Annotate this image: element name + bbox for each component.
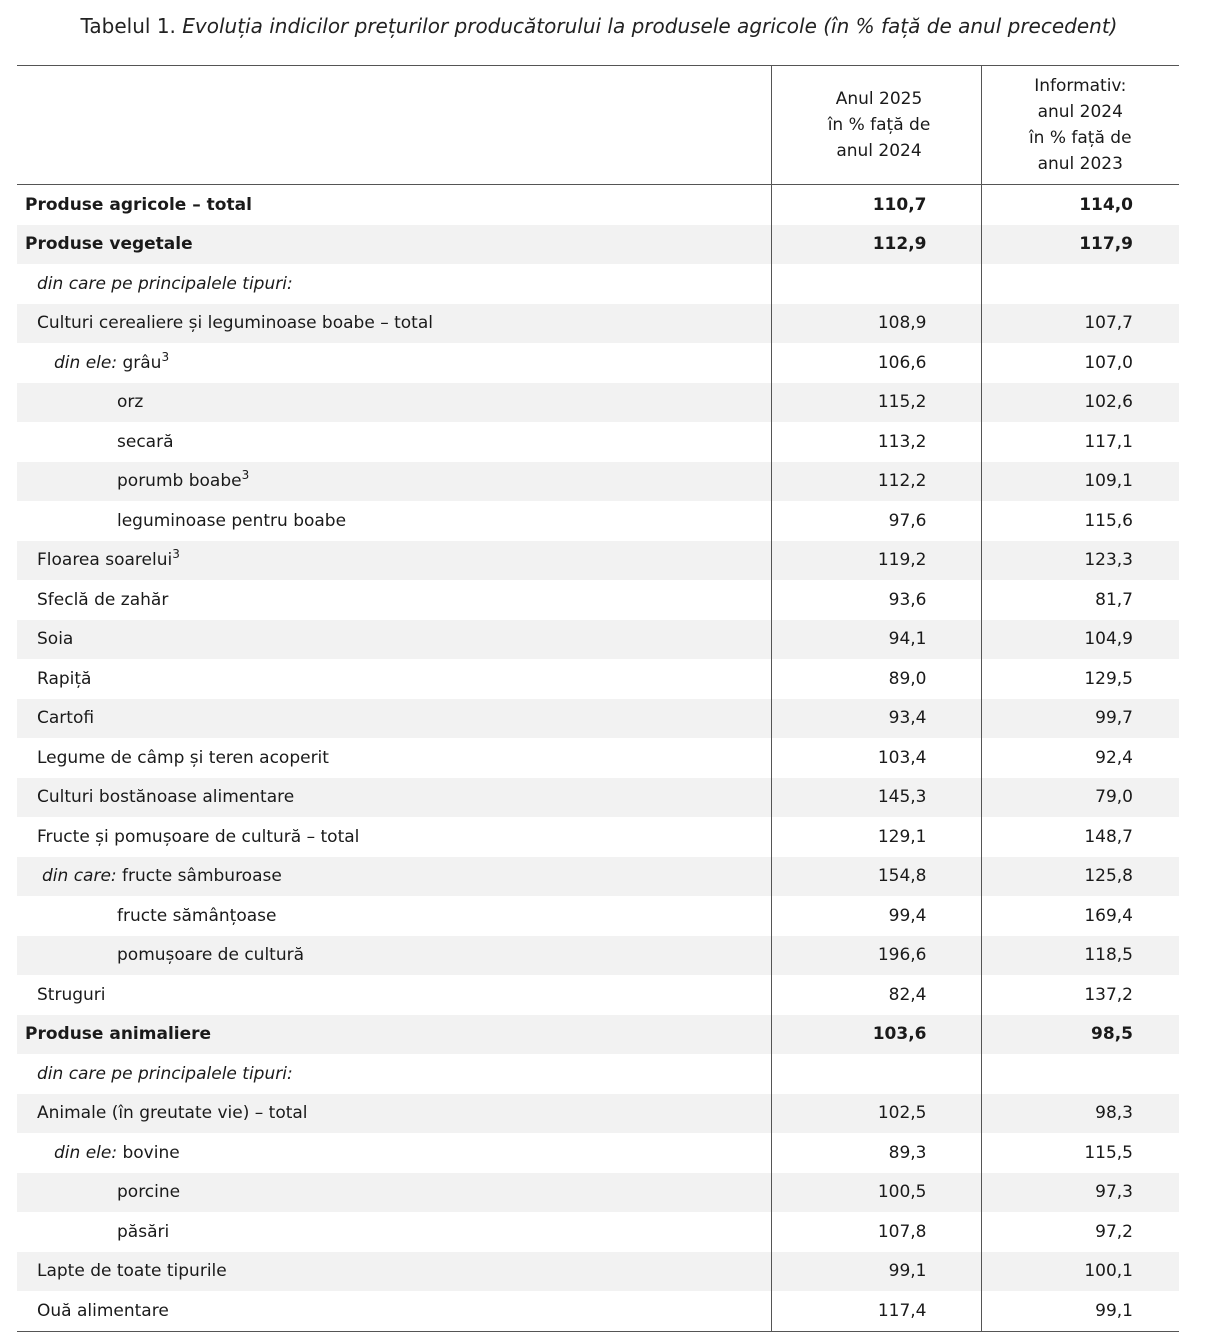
value-2025: 82,4	[771, 975, 981, 1015]
table-row	[17, 659, 1179, 699]
value-2025: 112,9	[771, 225, 981, 265]
table-row	[17, 1015, 1179, 1055]
value-2025: 110,7	[771, 185, 981, 225]
value-2024: 114,0	[1079, 194, 1133, 215]
value-2025: 99,4	[771, 896, 981, 936]
value-2025: 103,6	[771, 1015, 981, 1055]
table-row	[17, 738, 1179, 778]
value-2024: 118,5	[981, 936, 1179, 976]
table-row	[17, 896, 1179, 936]
value-2024: 109,1	[981, 462, 1179, 502]
table-row	[17, 1054, 1179, 1094]
value-2025: 89,0	[771, 659, 981, 699]
table-row	[17, 1291, 1179, 1331]
row-label: Fructe și pomușoare de cultură – total	[17, 817, 771, 857]
row-label: Ouă alimentare	[17, 1291, 771, 1331]
row-label: Cartofi	[17, 699, 771, 739]
row-label: Soia	[17, 620, 771, 660]
value-2024: 107,7	[981, 304, 1179, 344]
value-2025: 119,2	[771, 541, 981, 581]
table-row	[17, 699, 1179, 739]
value-2025: 115,2	[771, 383, 981, 423]
title-prefix: Tabelul 1.	[80, 14, 176, 38]
row-label: Legume de câmp și teren acoperit	[17, 738, 771, 778]
row-label: Animale (în greutate vie) – total	[17, 1094, 771, 1134]
value-2025: 103,4	[771, 738, 981, 778]
row-label: din ele: bovine	[17, 1133, 771, 1173]
table-row	[17, 541, 1179, 581]
value-2025: 112,2	[771, 462, 981, 502]
value-2025: 94,1	[771, 620, 981, 660]
row-label: fructe sămânțoase	[17, 896, 771, 936]
table-row	[17, 264, 1179, 304]
row-label: porcine	[17, 1173, 771, 1213]
footnote-ref: 3	[161, 349, 170, 364]
row-label: Sfeclă de zahăr	[17, 580, 771, 620]
header-informative-2024: Informativ: anul 2024 în % față de anul 2023	[981, 66, 1179, 185]
table-row	[17, 580, 1179, 620]
value-2025: 145,3	[771, 778, 981, 818]
table-row	[17, 1252, 1179, 1292]
value-2024: 137,2	[1084, 984, 1133, 1005]
table-row	[17, 343, 1179, 383]
row-label: Lapte de toate tipurile	[17, 1252, 771, 1292]
value-2025: 97,6	[771, 501, 981, 541]
row-label: leguminoase pentru boabe	[17, 501, 771, 541]
value-2025: 106,6	[771, 343, 981, 383]
footnote-ref: 3	[241, 468, 250, 483]
row-label: secară	[17, 422, 771, 462]
value-2024: 129,5	[1084, 668, 1133, 689]
value-2025: 93,6	[771, 580, 981, 620]
value-2024: 98,3	[981, 1094, 1179, 1134]
value-2025: 108,9	[771, 304, 981, 344]
table-row	[17, 304, 1179, 344]
row-label: Struguri	[17, 975, 771, 1015]
value-2025: 196,6	[771, 936, 981, 976]
value-2024: 125,8	[981, 857, 1179, 897]
row-label: Produse agricole – total	[17, 185, 771, 225]
value-2024: 99,7	[981, 699, 1179, 739]
table-row	[17, 936, 1179, 976]
value-2024	[981, 264, 1179, 304]
value-2024: 102,6	[981, 383, 1179, 423]
table-row	[17, 1094, 1179, 1134]
table-row	[17, 1173, 1179, 1213]
row-label: păsări	[17, 1212, 771, 1252]
table-row	[17, 1212, 1179, 1252]
title-italic: Evoluția indicilor prețurilor producătorului la produsele agricole (în % față de anul precedent)	[182, 14, 1118, 38]
value-2025: 154,8	[771, 857, 981, 897]
table-row	[17, 817, 1179, 857]
table-row	[17, 462, 1179, 502]
row-prefix: din care:	[42, 866, 117, 887]
table-title	[0, 14, 1198, 38]
value-2025: 129,1	[771, 817, 981, 857]
value-2024: 99,1	[981, 1291, 1179, 1331]
value-2024: 98,5	[981, 1015, 1179, 1055]
table-row	[17, 778, 1179, 818]
row-label: Culturi cerealiere și leguminoase boabe – total	[17, 304, 771, 344]
row-label: Culturi bostănoase alimentare	[17, 778, 771, 818]
value-2024: 97,3	[981, 1173, 1179, 1213]
value-2025: 113,2	[771, 422, 981, 462]
value-2024	[981, 1054, 1179, 1094]
header-empty	[17, 66, 771, 185]
row-label: Produse animaliere	[17, 1015, 771, 1055]
row-label: din ele: grâu$^3$	[17, 343, 771, 383]
row-label: pomușoare de cultură	[17, 936, 771, 976]
row-label: Rapiță	[17, 659, 771, 699]
table-row	[17, 185, 1179, 225]
table-row	[17, 975, 1179, 1015]
row-label: Floarea soarelui$^3$	[17, 541, 771, 581]
table-row	[17, 1133, 1179, 1173]
table-row	[17, 225, 1179, 265]
value-2024: 117,9	[981, 225, 1179, 265]
value-2024: 97,2	[1095, 1221, 1133, 1242]
value-2025: 107,8	[771, 1212, 981, 1252]
table-row	[17, 620, 1179, 660]
value-2024: 117,1	[1084, 431, 1133, 452]
value-2024: 104,9	[981, 620, 1179, 660]
value-2025	[771, 264, 981, 304]
value-2025	[771, 1054, 981, 1094]
value-2024: 92,4	[1095, 747, 1133, 768]
value-2025: 100,5	[771, 1173, 981, 1213]
table-row	[17, 422, 1179, 462]
footnote-ref: 3	[172, 547, 180, 562]
row-label: din care pe principalele tipuri:	[17, 264, 771, 304]
header-row	[17, 66, 1179, 185]
value-2024: 148,7	[1084, 826, 1133, 847]
value-2025: 93,4	[771, 699, 981, 739]
value-2024: 115,6	[1084, 510, 1133, 531]
header-year-2025: Anul 2025 în % față de anul 2024	[771, 66, 981, 185]
value-2024: 169,4	[1084, 905, 1133, 926]
value-2025: 102,5	[771, 1094, 981, 1134]
row-label: Produse vegetale	[17, 225, 771, 265]
row-label: orz	[17, 383, 771, 423]
table-row	[17, 857, 1179, 897]
value-2024: 115,5	[1084, 1142, 1133, 1163]
row-label: porumb boabe$^3$	[17, 462, 771, 502]
value-2024: 123,3	[981, 541, 1179, 581]
value-2025: 89,3	[771, 1133, 981, 1173]
value-2025: 117,4	[771, 1291, 981, 1331]
row-label: din care: fructe sâmburoase	[17, 857, 771, 897]
value-2024: 79,0	[981, 778, 1179, 818]
value-2024: 81,7	[1095, 589, 1133, 610]
row-prefix: din ele:	[54, 1142, 118, 1163]
price-index-table	[17, 65, 1179, 1332]
value-2025: 99,1	[771, 1252, 981, 1292]
row-prefix: din ele:	[54, 352, 118, 373]
row-label: din care pe principalele tipuri:	[17, 1054, 771, 1094]
table-row	[17, 383, 1179, 423]
value-2024: 107,0	[1084, 352, 1133, 373]
table-row	[17, 501, 1179, 541]
value-2024: 100,1	[981, 1252, 1179, 1292]
